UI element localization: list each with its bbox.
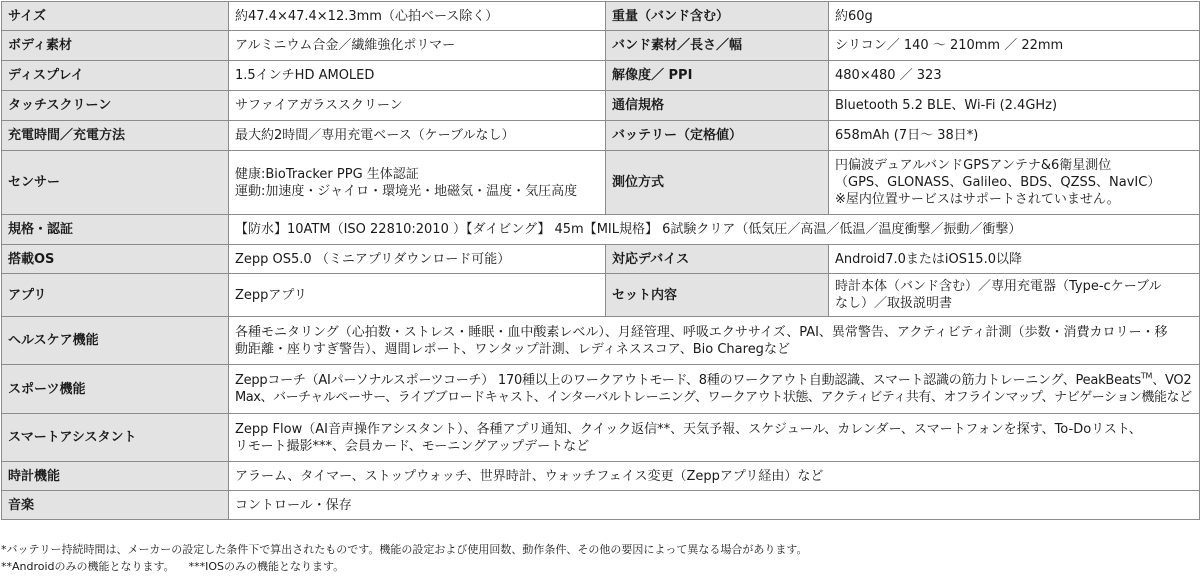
positioning-line: （GPS、GLONASS、Galileo、BDS、QZSS、NavIC） [835, 175, 1161, 190]
display-value: 1.5インチHD AMOLED [229, 61, 606, 91]
health-label: ヘルスケア機能 [2, 317, 229, 365]
table-row [2, 245, 1200, 274]
connectivity-value: Bluetooth 5.2 BLE、Wi-Fi (2.4GHz) [829, 91, 1200, 121]
sports-text: Zeppコーチ（AIパーソナルスポーツコーチ） 170種以上のワークアウトモード、8種のワークアウト自動認識、スマート認識の筋力トレーニング、PeakBeats [235, 373, 1141, 388]
resolution-label: 解像度／ PPI [606, 61, 829, 91]
body-material-value: アルミニウム合金／繊維強化ポリマー [229, 31, 606, 61]
table-row [2, 317, 1200, 365]
contents-line: なし）／取扱説明書 [835, 296, 953, 311]
weight-label: 重量（バンド含む） [606, 2, 829, 31]
table-row [2, 365, 1200, 414]
certification-value: 【防水】10ATM（ISO 22810:2010 ）【ダイビング】 45m【MIL規格】 6試験クリア（低気圧／高温／低温／温度衝撃／振動／衝撃） [229, 215, 1200, 245]
sensors-label: センサー [2, 151, 229, 215]
table-row [2, 61, 1200, 91]
charging-value: 最大約2時間／専用充電ベース（ケーブルなし） [229, 121, 606, 151]
compatible-value: Android7.0またはiOS15.0以降 [829, 245, 1200, 274]
sensors-motion: 運動:加速度・ジャイロ・環境光・地磁気・温度・気圧高度 [235, 183, 578, 199]
table-row [2, 491, 1200, 520]
table-row [2, 215, 1200, 245]
band-label: バンド素材／長さ／幅 [606, 31, 829, 61]
battery-value: 658mAh (7日～ 38日*) [829, 121, 1200, 151]
compatible-label: 対応デバイス [606, 245, 829, 274]
health-value [229, 317, 1200, 365]
contents-line: 時計本体（バンド含む）／専用充電器（Type-cケーブル [835, 279, 1162, 294]
touchscreen-value: サファイアガラススクリーン [229, 91, 606, 121]
watch-label: 時計機能 [2, 462, 229, 491]
touchscreen-label: タッチスクリーン [2, 91, 229, 121]
contents-value [829, 274, 1200, 317]
positioning-note: ※屋内位置サービスはサポートされていません。 [835, 192, 1120, 207]
spec-table [1, 1, 1200, 520]
battery-label: バッテリー（定格値） [606, 121, 829, 151]
trademark-mark: TM [1140, 371, 1153, 381]
sports-value [229, 365, 1200, 414]
health-line: 各種モニタリング（心拍数・ストレス・睡眠・血中酸素レベル）、月経管理、呼吸エクササイズ、PAI、異常警告、アクティビティ計測（歩数・消費カロリー・移 [235, 324, 1168, 340]
charging-label: 充電時間／充電方法 [2, 121, 229, 151]
sports-text: 、VO2 [1152, 373, 1192, 388]
table-row [2, 414, 1200, 462]
sports-label: スポーツ機能 [2, 365, 229, 414]
display-label: ディスプレイ [2, 61, 229, 91]
table-row [2, 151, 1200, 215]
resolution-value: 480×480 ／ 323 [829, 61, 1200, 91]
table-row [2, 31, 1200, 61]
body-material-label: ボディ素材 [2, 31, 229, 61]
table-row [2, 274, 1200, 317]
table-row [2, 462, 1200, 491]
weight-value: 約60g [829, 2, 1200, 31]
app-label: アプリ [2, 274, 229, 317]
music-value: コントロール・保存 [229, 491, 1200, 520]
assistant-label: スマートアシスタント [2, 414, 229, 462]
table-row [2, 91, 1200, 121]
sensors-health: 健康:BioTracker PPG 生体認証 [235, 166, 419, 182]
assistant-line: Zepp Flow（AI音声操作アシスタント）、各種アプリ通知、クイック返信**、天気予報、スケジュール、カレンダー、スマートフォンを探す、To-Doリスト、 [235, 421, 1142, 437]
footnotes [1, 541, 808, 575]
positioning-label: 測位方式 [606, 151, 829, 215]
assistant-value [229, 414, 1200, 462]
positioning-value [829, 151, 1200, 215]
table-row [2, 2, 1200, 31]
sports-line: Max、バーチャルペーサー、ライブブロードキャスト、インターバルトレーニング、ワークアウト状態、アクティビティ共有、オフラインマップ、ナビゲーション機能など [235, 390, 1192, 405]
watch-value: アラーム、タイマー、ストップウォッチ、世界時計、ウォッチフェイス変更（Zeppアプリ経由）など [229, 462, 1200, 491]
sports-line [235, 372, 1193, 389]
os-label: 搭載OS [2, 245, 229, 274]
size-value: 約47.4×47.4×12.3mm（心拍ベース除く） [229, 2, 606, 31]
table-row [2, 121, 1200, 151]
music-label: 音楽 [2, 491, 229, 520]
positioning-line: 円偏波デュアルバンドGPSアンテナ&6衛星測位 [835, 158, 1112, 173]
app-value: Zeppアプリ [229, 274, 606, 317]
sensors-value [229, 151, 606, 215]
platform-footnotes [1, 558, 808, 575]
assistant-line: リモート撮影***、会員カード、モーニングアップデートなど [235, 438, 590, 454]
contents-label: セット内容 [606, 274, 829, 317]
band-value: シリコン／ 140 ～ 210mm ／ 22mm [829, 31, 1200, 61]
size-label: サイズ [2, 2, 229, 31]
certification-label: 規格・認証 [2, 215, 229, 245]
android-footnote: **Androidのみの機能となります。 [1, 560, 175, 573]
os-value: Zepp OS5.0 （ミニアプリダウンロード可能） [229, 245, 606, 274]
ios-footnote: ***IOSのみの機能となります。 [188, 560, 345, 573]
connectivity-label: 通信規格 [606, 91, 829, 121]
health-line: 動距離・座りすぎ警告）、週間レポート、ワンタップ計測、レディネススコア、Bio Charegなど [235, 341, 790, 357]
battery-footnote: *バッテリー持続時間は、メーカーの設定した条件下で算出されたものです。機能の設定および使用回数、動作条件、その他の要因によって異なる場合があります。 [1, 543, 808, 556]
